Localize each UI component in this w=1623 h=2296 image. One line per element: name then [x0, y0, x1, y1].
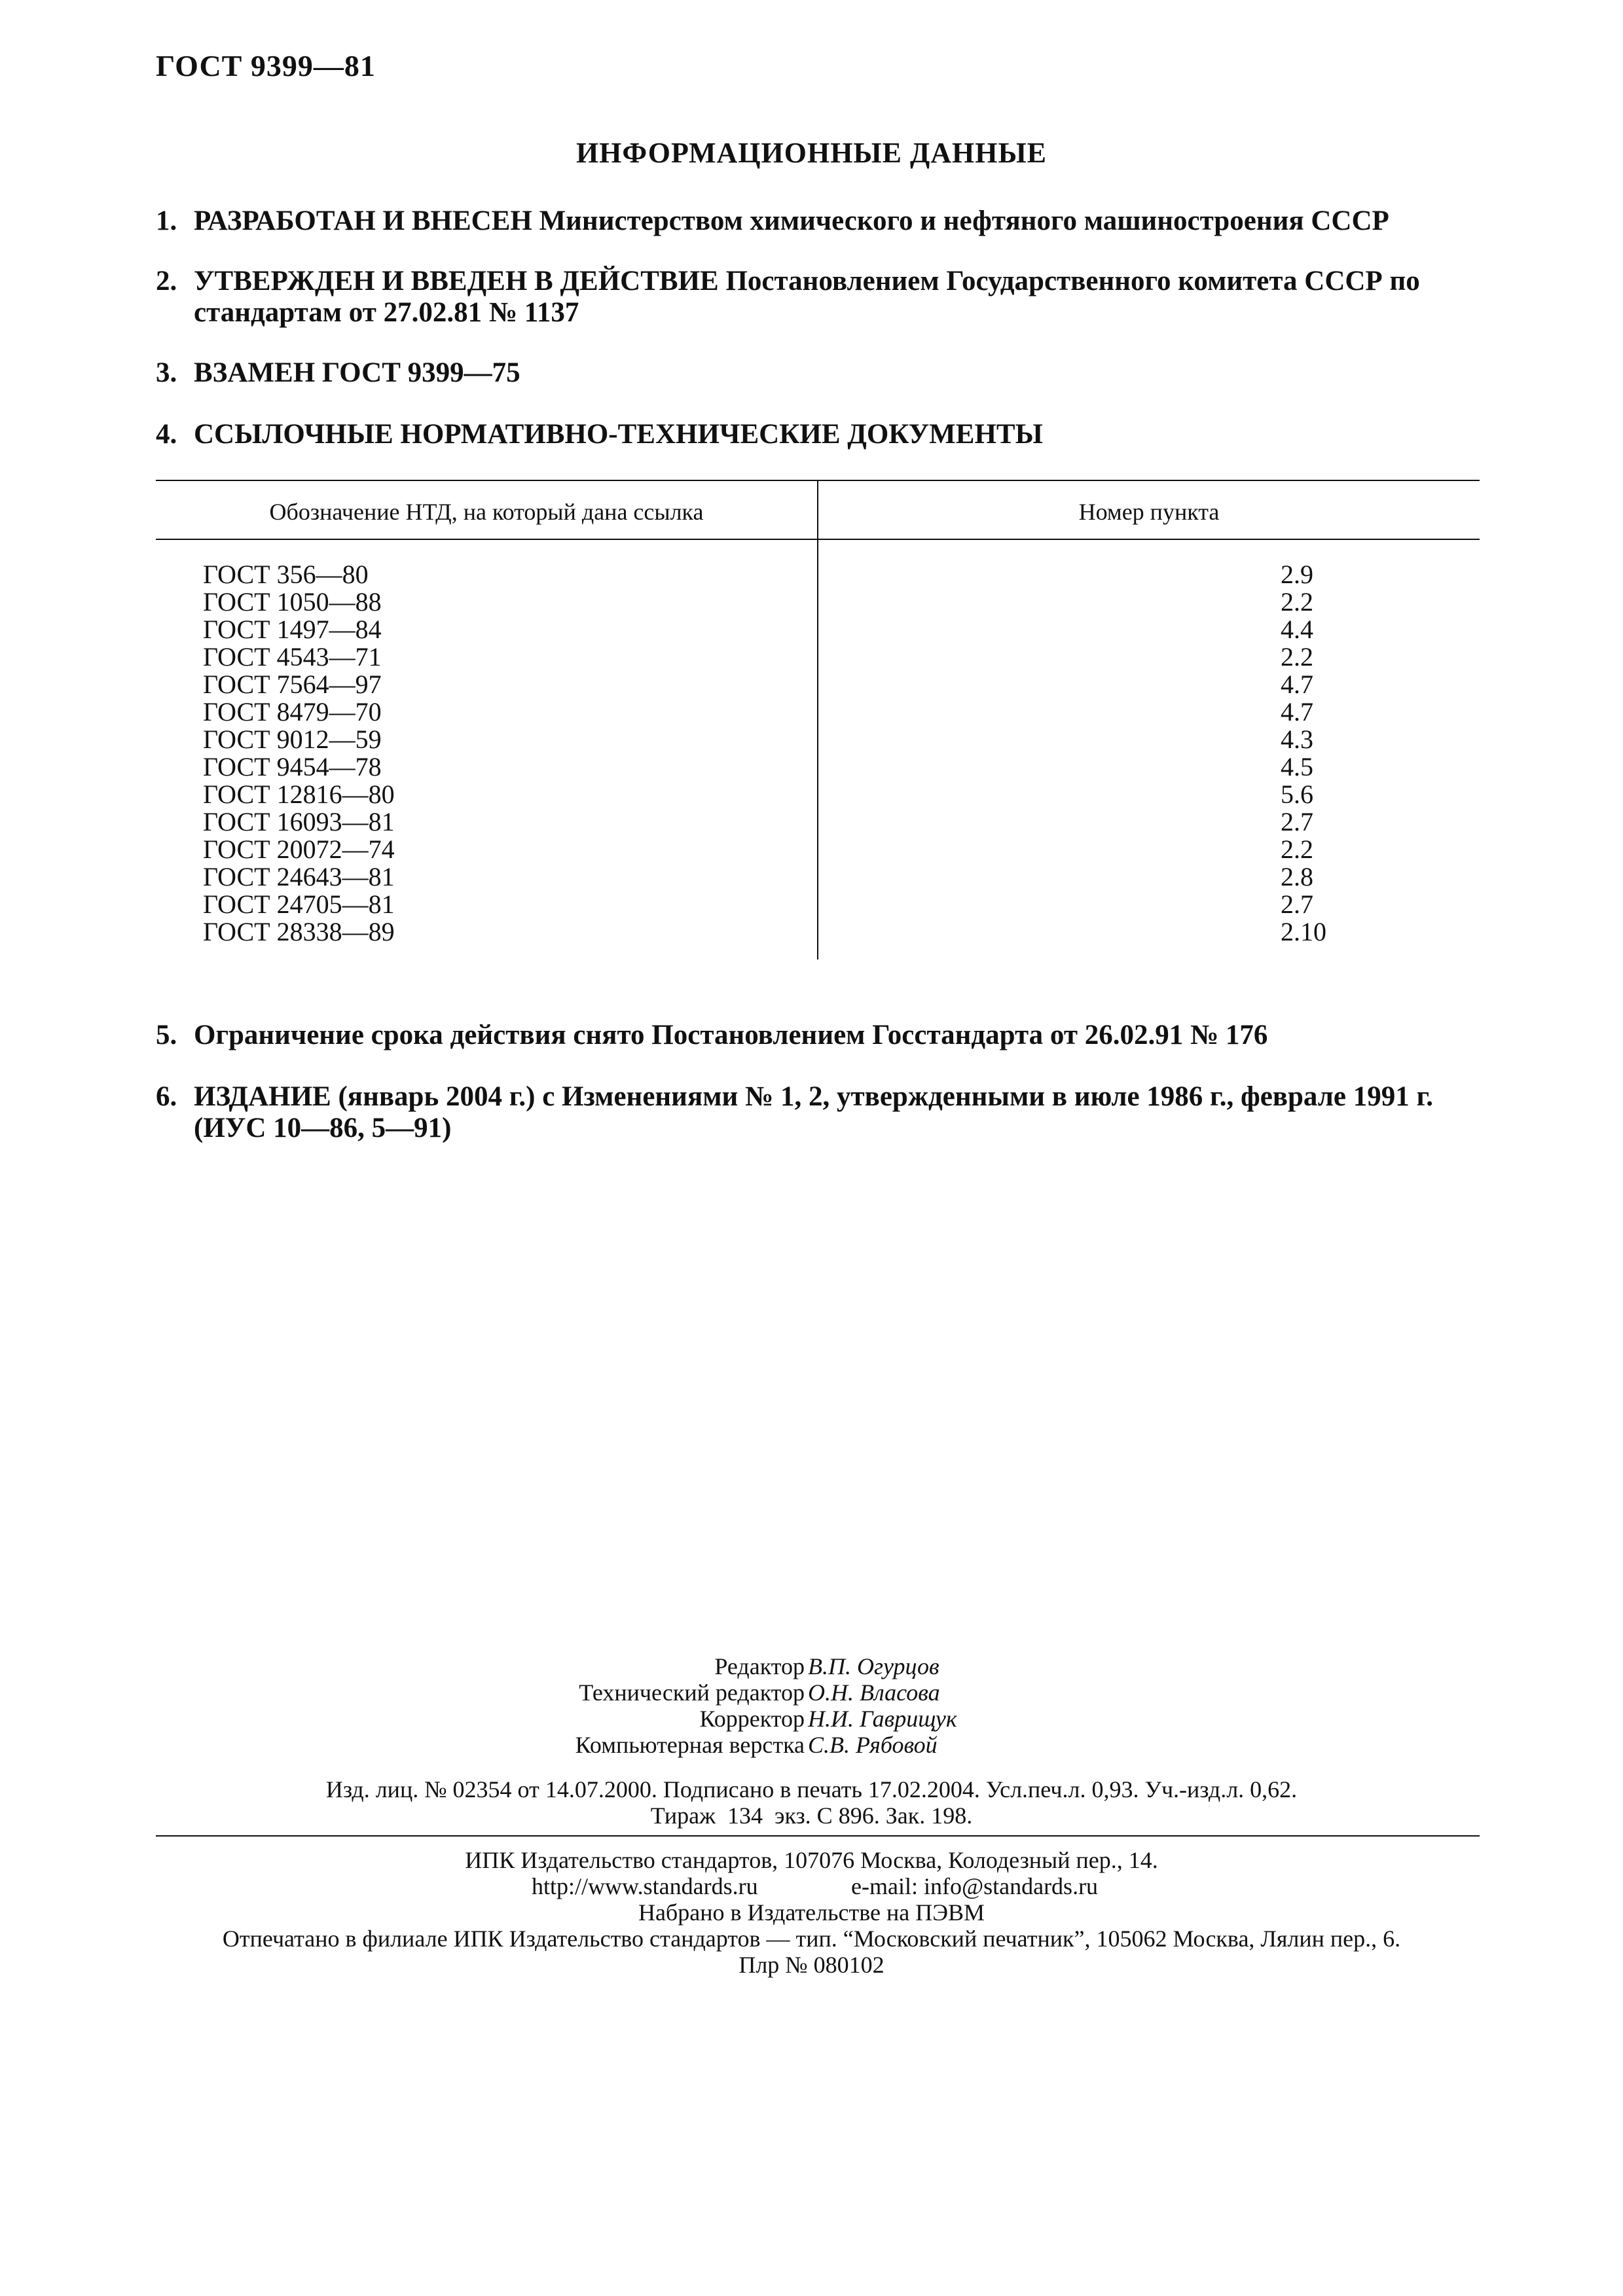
table-row-clause: 2.2: [1281, 834, 1313, 864]
credit-role: Технический редактор: [579, 1679, 805, 1706]
document-column: [203, 561, 395, 946]
info-item-4: [156, 419, 1480, 450]
credit-line: [0, 1732, 1623, 1758]
item-text: РАЗРАБОТАН И ВНЕСЕН Министерством химического и нефтяного машиностроения СССР: [194, 206, 1389, 236]
table-row-clause: 2.2: [1281, 642, 1313, 672]
table-row-document: ГОСТ 28338—89: [203, 917, 395, 946]
info-item-5: [156, 1020, 1480, 1051]
table-row-document: ГОСТ 1497—84: [203, 615, 382, 644]
table-row-document: ГОСТ 8479—70: [203, 697, 382, 726]
item-text: ИЗДАНИЕ (январь 2004 г.) с Изменениями № 1, 2, утвержденными в июле 1986 г., феврале 1991 г. (ИУС 10—86, 5—91): [194, 1081, 1433, 1143]
item-number: 1.: [156, 206, 177, 236]
item-text: УТВЕРЖДЕН И ВВЕДЕН В ДЕЙСТВИЕ Постановлением Государственного комитета СССР по стандартам от 27.02.81 № 1137: [194, 266, 1420, 328]
table-row-document: ГОСТ 9454—78: [203, 752, 382, 781]
table-row-clause: 4.7: [1281, 670, 1313, 699]
info-item-2: [156, 266, 1480, 329]
table-row-clause: 2.7: [1281, 889, 1313, 919]
table-row-clause: 4.5: [1281, 752, 1313, 781]
table-row-clause: 2.7: [1281, 807, 1313, 836]
table-row-document: ГОСТ 356—80: [203, 560, 369, 589]
table-row-clause: 4.4: [1281, 615, 1313, 644]
table-row-document: ГОСТ 12816—80: [203, 780, 395, 809]
document-title: ИНФОРМАЦИОННЫЕ ДАННЫЕ: [575, 137, 1048, 169]
item-text: ВЗАМЕН ГОСТ 9399—75: [194, 357, 520, 388]
credit-person: С.В. Рябовой: [808, 1732, 938, 1758]
credit-role: Корректор: [699, 1706, 805, 1732]
item-number: 6.: [156, 1081, 177, 1112]
credit-line: [0, 1653, 1623, 1679]
license-number: Плр № 080102: [739, 1952, 884, 1978]
publication-info: [0, 1776, 1623, 1829]
editorial-credits: [0, 1653, 1623, 1758]
item-number: 3.: [156, 357, 177, 388]
printed-note: Отпечатано в филиале ИПК Издательство стандартов — тип. “Московский печатник”, 105062 Москва, Лялин пер., 6.: [222, 1926, 1401, 1952]
credit-line: [0, 1679, 1623, 1706]
credit-person: Н.И. Гаврищук: [808, 1706, 957, 1732]
table-row-document: ГОСТ 1050—88: [203, 587, 382, 617]
table-row-document: ГОСТ 4543—71: [203, 642, 382, 672]
footer-divider: [156, 1835, 1480, 1837]
table-row-document: ГОСТ 9012—59: [203, 725, 382, 754]
clause-column: [1281, 561, 1326, 946]
item-number: 4.: [156, 419, 177, 450]
column-header-document: Обозначение НТД, на который дана ссылка: [269, 499, 704, 525]
publication-info-line: Изд. лиц. № 02354 от 14.07.2000. Подписано в печать 17.02.2004. Усл.печ.л. 0,93. Уч.-изд.л. 0,62.: [325, 1776, 1298, 1803]
table-row-document: ГОСТ 24705—81: [203, 889, 395, 919]
column-header-clause: Номер пункта: [1078, 499, 1220, 525]
table-row-clause: 2.10: [1281, 917, 1326, 946]
credit-role: Редактор: [714, 1653, 805, 1679]
reference-documents-table: [156, 480, 1480, 961]
table-row-clause: 4.7: [1281, 697, 1313, 726]
publication-info-line: Тираж 134 экз. С 896. Зак. 198.: [650, 1803, 973, 1829]
info-item-1: [156, 206, 1480, 237]
credit-person: О.Н. Власова: [808, 1679, 940, 1706]
publisher-footer: [0, 1847, 1623, 1978]
email-link[interactable]: e-mail: info@standards.ru: [851, 1873, 1099, 1899]
page-header: ГОСТ 9399—81: [156, 49, 376, 82]
credit-role: Компьютерная верстка: [575, 1732, 805, 1758]
info-item-6: [156, 1081, 1480, 1144]
table-row-document: ГОСТ 16093—81: [203, 807, 395, 836]
table-row-document: ГОСТ 7564—97: [203, 670, 382, 699]
table-row-clause: 4.3: [1281, 725, 1313, 754]
item-text: Ограничение срока действия снято Постановлением Госстандарта от 26.02.91 № 176: [194, 1020, 1268, 1050]
table-row-clause: 5.6: [1281, 780, 1313, 809]
contacts-line: [0, 1873, 1623, 1899]
table-row-clause: 2.2: [1281, 587, 1313, 617]
table-row-document: ГОСТ 20072—74: [203, 834, 395, 864]
table-row-clause: 2.8: [1281, 862, 1313, 891]
item-number: 2.: [156, 266, 177, 296]
typeset-note: Набрано в Издательстве на ПЭВМ: [638, 1899, 985, 1926]
item-text: ССЫЛОЧНЫЕ НОРМАТИВНО-ТЕХНИЧЕСКИЕ ДОКУМЕНТЫ: [194, 419, 1043, 450]
item-number: 5.: [156, 1020, 177, 1050]
table-row-document: ГОСТ 24643—81: [203, 862, 395, 891]
credit-line: [0, 1706, 1623, 1732]
website-link[interactable]: http://www.standards.ru: [532, 1873, 758, 1899]
info-item-3: [156, 357, 1480, 389]
publisher-address: ИПК Издательство стандартов, 107076 Москва, Колодезный пер., 14.: [465, 1847, 1158, 1873]
credit-person: В.П. Огурцов: [808, 1653, 939, 1679]
table-column-divider: [817, 480, 818, 960]
table-row-clause: 2.9: [1281, 560, 1313, 589]
